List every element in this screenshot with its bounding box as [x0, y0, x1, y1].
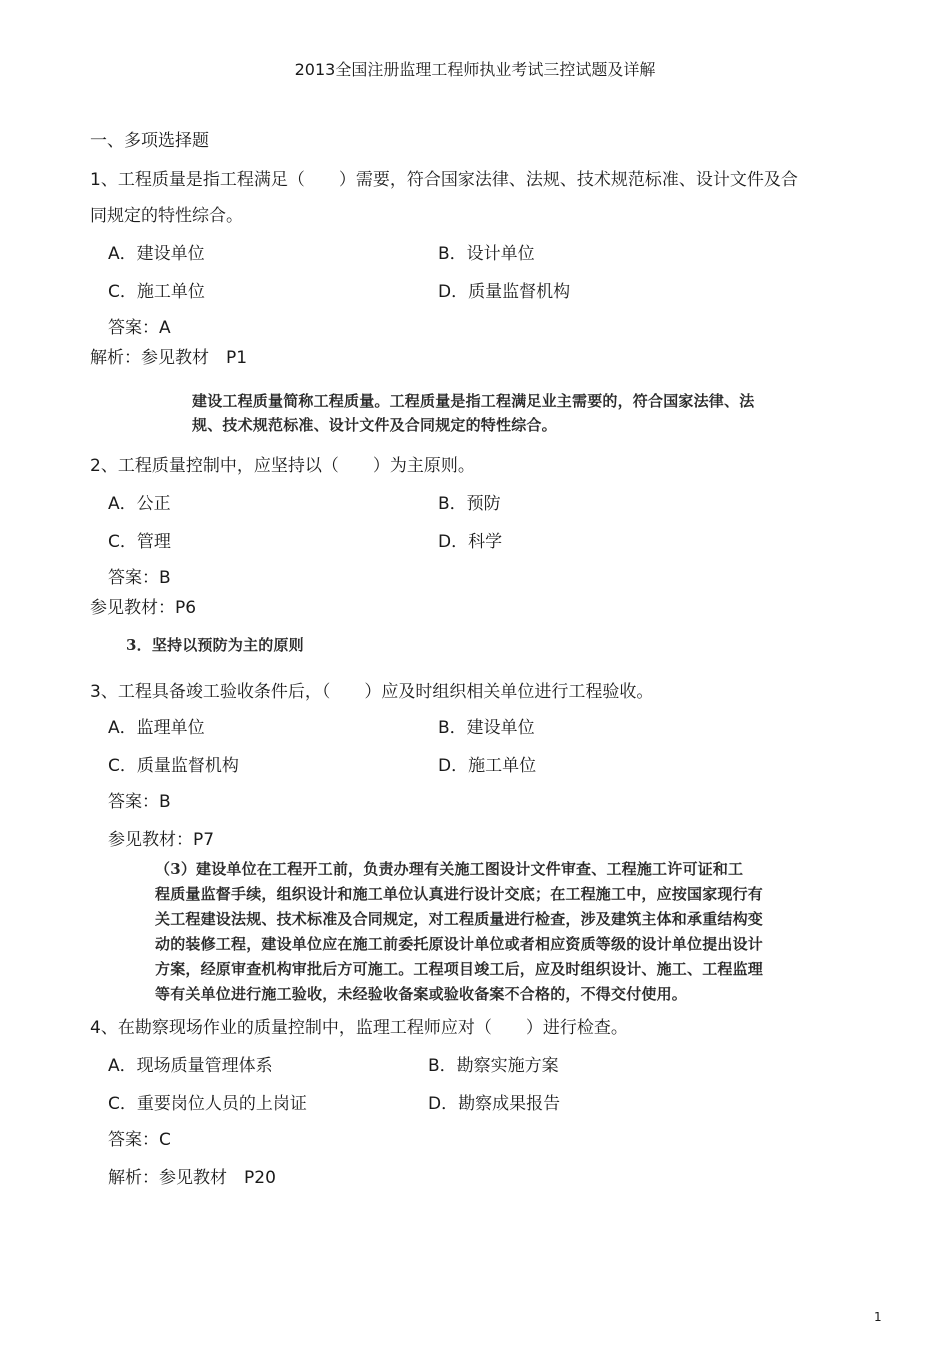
option-d: D．科学 [438, 532, 503, 552]
option-c: C．管理 [108, 532, 171, 552]
reference: 参见教材：P7 [108, 830, 215, 850]
textbook-excerpt-line: 等有关单位进行施工验收，未经验收备案或验收备案不合格的，不得交付使用。 [155, 985, 688, 1003]
option-b: B．设计单位 [438, 244, 535, 264]
option-d: D．质量监督机构 [438, 282, 571, 302]
option-a: A．公正 [108, 494, 171, 514]
reference: 解析：参见教材 P20 [108, 1168, 276, 1188]
question-stem: 3、工程具备竣工验收条件后，（ ）应及时组织相关单位进行工程验收。 [90, 682, 654, 702]
textbook-excerpt-line: （3）建设单位在工程开工前，负责办理有关施工图设计文件审查、工程施工许可证和工 [155, 860, 744, 878]
option-b: B．勘察实施方案 [428, 1056, 559, 1076]
section-heading: 一、多项选择题 [90, 131, 209, 151]
textbook-excerpt-line: 动的装修工程，建设单位应在施工前委托原设计单位或者相应资质等级的设计单位提出设计 [155, 935, 764, 953]
option-b: B．建设单位 [438, 718, 535, 738]
answer: 答案：A [108, 318, 171, 338]
answer: 答案：B [108, 568, 171, 588]
option-c: C．质量监督机构 [108, 756, 239, 776]
option-a: A．监理单位 [108, 718, 205, 738]
option-d: D．施工单位 [438, 756, 537, 776]
question-stem: 4、在勘察现场作业的质量控制中，监理工程师应对（ ）进行检查。 [90, 1018, 628, 1038]
question-stem-continued: 同规定的特性综合。 [90, 206, 243, 226]
textbook-excerpt-line: 规、技术规范标准、设计文件及合同规定的特性综合。 [192, 416, 557, 434]
reference: 解析：参见教材 P1 [90, 348, 248, 368]
option-a: A．建设单位 [108, 244, 205, 264]
question-stem: 2、工程质量控制中，应坚持以（ ）为主原则。 [90, 456, 475, 476]
page-number: 1 [874, 1310, 882, 1324]
question-stem: 1、工程质量是指工程满足（ ）需要，符合国家法律、法规、技术规范标准、设计文件及合 [90, 170, 798, 190]
textbook-excerpt-line: 关工程建设法规、技术标准及合同规定，对工程质量进行检查，涉及建筑主体和承重结构变 [155, 910, 764, 928]
answer: 答案：C [108, 1130, 171, 1150]
answer: 答案：B [108, 792, 171, 812]
option-b: B．预防 [438, 494, 501, 514]
option-d: D．勘察成果报告 [428, 1094, 561, 1114]
textbook-excerpt-line: 程质量监督手续，组织设计和施工单位认真进行设计交底；在工程施工中，应按国家现行有 [155, 885, 764, 903]
reference: 参见教材：P6 [90, 598, 197, 618]
textbook-excerpt-line: 3．坚持以预防为主的原则 [126, 636, 304, 654]
page-title: 2013全国注册监理工程师执业考试三控试题及详解 [294, 60, 656, 79]
textbook-excerpt-line: 建设工程质量简称工程质量。工程质量是指工程满足业主需要的，符合国家法律、法 [192, 392, 755, 410]
option-c: C．重要岗位人员的上岗证 [108, 1094, 307, 1114]
option-a: A．现场质量管理体系 [108, 1056, 273, 1076]
option-c: C．施工单位 [108, 282, 205, 302]
textbook-excerpt-line: 方案，经原审查机构审批后方可施工。工程项目竣工后，应及时组织设计、施工、工程监理 [155, 960, 764, 978]
